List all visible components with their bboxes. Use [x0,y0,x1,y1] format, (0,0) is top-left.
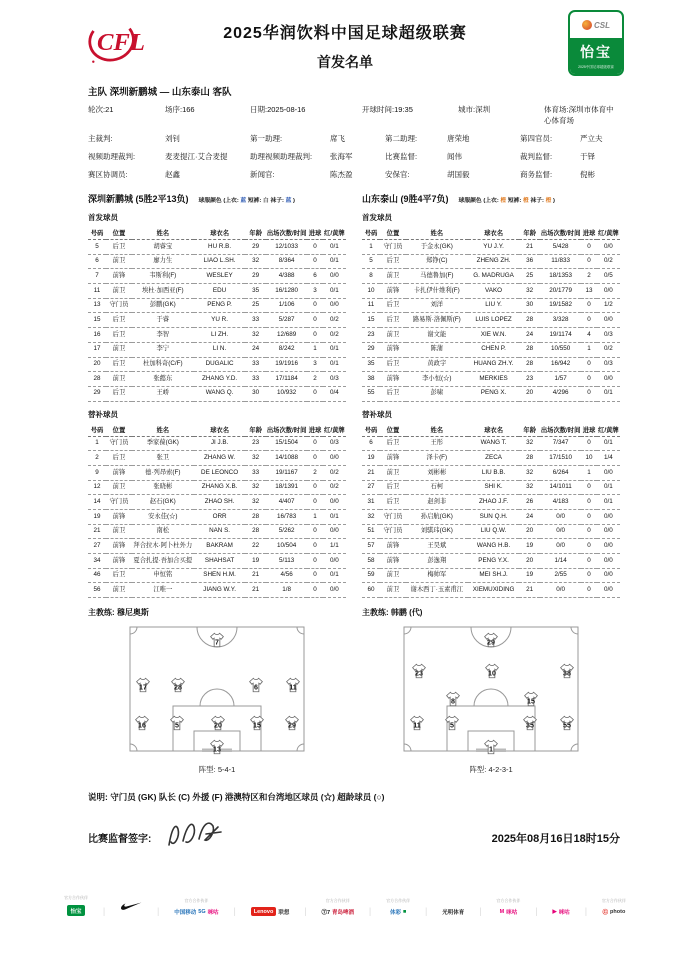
player-row: 11 后卫 刘洋 LIU Y. 30 19/1582 0 1/2 [362,298,620,313]
away-team-name: 山东泰山 (9胜4平7负) [362,194,449,204]
home-subs-table [88,423,346,599]
away-starters-table [362,226,620,402]
player-row: 58 前锋 彭逸翔 PENG Y.X. 20 1/14 0 0/0 [362,554,620,569]
svg-text:11: 11 [288,683,297,692]
sponsor-logo: 联想 [278,909,290,916]
player-row: 21 前卫 刘彬彬 LIU B.B. 32 6/264 1 0/0 [362,465,620,480]
away-subs-label: 替补球员 [362,409,392,419]
info-pair: 体育场:深圳市体育中心体育场 [544,105,614,125]
column-header: 球衣名 [468,423,520,437]
svg-text:6: 6 [253,683,258,692]
column-header: 红/黄牌 [323,226,346,240]
sponsor-logo: Ⓖ [602,910,609,917]
sponsor-group [602,898,626,916]
svg-text:1: 1 [489,745,493,754]
page-title: 2025华润饮料中国足球超级联赛 [223,25,467,42]
player-jersey-icon [284,677,302,694]
player-row: 51 守门员 刘骐玮(GK) LIU Q.W. 20 0/0 0 0/0 [362,524,620,539]
page-subtitle: 首发名单 [317,54,373,70]
sponsor-group [120,888,142,916]
player-jersey-icon [444,691,462,708]
sponsor-logo: Ⓣ7 [321,910,331,917]
column-header: 出场次数/时间 [266,226,307,240]
away-team-column [362,192,620,618]
sponsor-footer [64,888,626,916]
player-jersey-icon [483,663,501,680]
teams-line: 主队 深圳新鹏城 — 山东泰山 客队 [88,87,232,98]
svg-text:CFL: CFL [96,28,145,56]
signed-datetime: 2025年08月16日18时15分 [491,832,620,845]
player-row: 14 守门员 赵石(GK) ZHAO SH. 32 4/407 0 0/0 [88,495,346,510]
column-header: 位置 [106,423,132,437]
column-header: 年龄 [519,226,540,240]
svg-text:20: 20 [213,721,222,730]
info-pair: 新闻官: 陈杰盈 [250,170,353,179]
sponsor-separator: | [425,906,428,917]
sponsor-logo: ■ [403,909,407,916]
player-row: 34 前锋 夏合扎提·吾加合买提 SHAHSAT 19 5/113 0 0/0 [88,554,346,569]
player-jersey-icon [283,715,301,732]
sponsor-logo: 中国移动 [174,910,197,917]
column-header: 姓名 [132,423,194,437]
sponsor-logo: photo [610,909,626,916]
player-row: 11 前卫 埃杜·加西亚(F) EDU 35 16/1280 3 0/1 [88,284,346,299]
match-info [88,84,620,180]
sponsor-logo: 体彩 [389,910,401,917]
svg-text:5: 5 [175,721,180,730]
info-pair: 第一助理: 席飞 [250,134,345,143]
home-coach: 主教练: 穆尼奥斯 [88,608,149,618]
info-pair: 比赛监督: 闻伟 [385,152,462,161]
home-team-name: 深圳新鹏城 (5胜2平13负) [88,194,189,204]
sponsor-logo: 怡宝 [67,905,84,916]
player-row: 1 守门员 于金永(GK) YU J.Y. 21 5/428 0 0/0 [362,240,620,255]
home-formation [88,626,346,775]
player-row: 9 前锋 德·列昂索(F) DE LEONCO 33 19/1167 2 0/2 [88,465,346,480]
player-row: 10 前锋 卡扎伊什维利(F) VAKO 32 20/1779 13 0/0 [362,284,620,299]
player-row: 15 后卫 路易斯·洛佩斯(F) LUIS LOPEZ 28 3/328 0 0/0 [362,313,620,328]
column-header: 出场次数/时间 [540,423,581,437]
sponsor-logo: ▶ [552,909,557,916]
svg-text:15: 15 [526,697,535,706]
sponsor-separator: | [535,906,538,917]
player-row: 2 后卫 张卫 ZHANG W. 32 14/1088 0 0/0 [88,451,346,466]
sponsor-group-label: 官方合作伙伴 [184,898,209,904]
player-row: 6 后卫 王彤 WANG T. 32 7/347 0 0/1 [362,436,620,451]
player-row: 29 前锋 陈蒲 CHEN P. 28 10/550 1 0/2 [362,342,620,357]
sponsor-group [553,898,570,916]
player-row: 60 前卫 谢木西丁·玉素甫江 XIEMUXIDING 21 0/0 0 0/0 [362,583,620,598]
column-header: 球衣名 [194,423,246,437]
info-pair: 主裁判: 刘钊 [88,134,180,143]
svg-text:55: 55 [562,721,571,730]
column-header: 年龄 [519,423,540,437]
cfl-league-logo-icon [86,16,150,68]
sponsor-group [64,895,88,916]
player-row: 21 前卫 南松 NAN S. 28 5/262 0 0/0 [88,524,346,539]
sponsor-logo: Lenovo [251,907,277,916]
home-formation-label: 阵型: 5-4-1 [198,765,236,775]
player-row: 23 前卫 谢文能 XIE W.N. 24 19/1174 4 0/3 [362,328,620,343]
column-header: 出场次数/时间 [540,226,581,240]
sponsor-separator: | [304,906,307,917]
svg-text:10: 10 [487,669,496,678]
sponsor-group [496,898,520,916]
player-jersey-icon [209,715,227,732]
player-row: 20 后卫 杜加科奇(C/F) DUGALIC 33 19/1916 3 0/1 [88,357,346,372]
sponsor-group-label: 官方合作伙伴 [325,898,350,904]
sponsor-group [442,898,464,916]
player-row: 15 后卫 于睿 YU R. 33 5/287 0 0/2 [88,313,346,328]
player-jersey-icon [247,677,265,694]
info-pair: 第二助理: 唐荣地 [385,134,470,143]
info-pair: 第四官员: 严立夫 [520,134,603,143]
sponsor-group-label: 官方合作伙伴 [64,895,88,901]
home-starters-label: 首发球员 [88,213,118,222]
player-jersey-icon [482,739,500,756]
sponsor-logo: 咪咕 [558,910,570,917]
info-pair: 赛区协调员: 赵鑫 [88,170,180,179]
match-meta-row [88,104,620,126]
svg-text:29: 29 [487,638,495,647]
info-pair: 商务监督: 倪彬 [520,170,595,179]
column-header: 进球 [307,226,322,240]
away-pitch-diagram [403,626,579,752]
signature-label: 比赛监督签字: [88,834,152,846]
column-header: 红/黄牌 [323,423,346,437]
sponsor-logo: 咪咕 [207,910,219,917]
column-header: 进球 [581,226,596,240]
sponsor-separator: | [157,906,160,917]
page-header [0,0,690,80]
sponsor-logo: M [499,909,505,916]
info-pair: 开球时间:19:35 [362,105,413,114]
column-header: 年龄 [245,226,266,240]
info-pair: 城市:深圳 [458,105,491,114]
player-row: 6 前卫 廖力生 LIAO L.SH. 32 8/364 0 0/1 [88,254,346,269]
column-header: 姓名 [406,423,468,437]
signature-row [88,817,620,858]
sponsor-group [174,898,218,916]
home-team-column [88,192,346,618]
away-starters-label: 首发球员 [362,213,392,222]
player-row: 59 前卫 梅帅军 MEI SH.J. 19 2/55 0 0/0 [362,568,620,583]
sponsor-logo: 咪咕 [506,910,518,917]
supervisor-signature [161,817,233,858]
player-row: 55 后卫 彭啸 PENG X. 20 4/296 0 0/1 [362,386,620,401]
player-jersey-icon [482,631,500,648]
player-jersey-icon [443,715,461,732]
svg-text:29: 29 [287,721,296,730]
column-header: 球衣名 [194,226,246,240]
player-row: 5 后卫 胡睿宝 HU R.B. 29 12/1033 0 0/1 [88,240,346,255]
player-row: 5 后卫 郑铮(C) ZHENG ZH. 36 11/833 0 0/2 [362,254,620,269]
player-row: 35 后卫 黄政宇 HUANG ZH.Y. 28 16/942 0 0/3 [362,357,620,372]
info-pair: 日期:2025-08-16 [250,105,306,114]
player-row: 7 前锋 韦斯利(F) WESLEY 29 4/388 6 0/0 [88,269,346,284]
sponsor-separator: | [479,906,482,917]
yibao-sub-text: 2025中国足球超级联赛 [578,65,614,69]
player-row: 38 前锋 李小恒(☆) MERKIES 23 1/57 0 0/0 [362,372,620,387]
svg-text:16: 16 [138,721,147,730]
player-row: 17 前卫 李宁 LI N. 24 8/242 1 0/1 [88,342,346,357]
player-jersey-icon [558,715,576,732]
sponsor-group [321,898,354,916]
player-jersey-icon [558,663,576,680]
column-header: 号码 [362,226,380,240]
player-row: 19 前锋 泽卡(F) ZECA 28 17/1510 10 1/4 [362,451,620,466]
player-row: 28 前卫 张懿东 ZHANG Y.D. 33 17/1184 2 0/3 [88,372,346,387]
sponsor-logo: 光明体育 [442,910,465,917]
info-pair: 安保官: 胡国毅 [385,170,470,179]
player-jersey-icon [248,715,266,732]
player-row: 27 后卫 石柯 SHI K. 32 14/1011 0 0/1 [362,480,620,495]
info-pair: 视频助理裁判: 麦麦提江·艾合麦提 [88,152,228,161]
svg-text:38: 38 [562,669,571,678]
svg-text:11: 11 [413,721,421,730]
sponsor-separator: | [233,906,236,917]
home-subs-label: 替补球员 [88,409,118,419]
sponsor-group-label: 官方合作伙伴 [386,898,411,904]
svg-text:17: 17 [139,683,148,692]
sponsor-group-label: 官方合作伙伴 [601,898,626,904]
column-header: 号码 [88,423,106,437]
svg-text:13: 13 [213,745,221,754]
player-jersey-icon [522,691,540,708]
column-header: 球衣名 [468,226,520,240]
player-row: 13 守门员 彭鹏(GK) PENG P. 25 1/106 0 0/0 [88,298,346,313]
away-subs-table [362,423,620,599]
column-header: 位置 [106,226,132,240]
player-row: 57 前锋 王昊斌 WANG H.B. 19 0/0 0 0/0 [362,539,620,554]
column-header: 出场次数/时间 [266,423,307,437]
player-row: 29 后卫 王峤 WANG Q. 30 10/932 0 0/4 [88,386,346,401]
officials-grid [88,133,620,180]
player-row: 46 后卫 申恒铭 SHEN H.M. 21 4/56 0 0/1 [88,568,346,583]
player-row: 32 守门员 孙启航(GK) SUN Q.H. 24 0/0 0 0/0 [362,510,620,525]
home-starters-table [88,226,346,402]
csl-ball-icon [582,20,592,30]
column-header: 位置 [380,423,406,437]
player-jersey-icon [208,631,226,648]
sponsor-separator: | [102,906,106,917]
column-header: 红/黄牌 [597,226,620,240]
legend-note: 说明: 守门员 (GK) 队长 (C) 外援 (F) 港澳特区和台湾地区球员 (☆) 超龄球员 (○) [88,792,385,803]
sponsor-group-label: 官方合作伙伴 [496,898,521,904]
player-row: 19 前锋 安永佳(☆) ORR 28 16/783 1 0/1 [88,510,346,525]
player-row: 8 前卫 马德鲁加(F) G. MADRUGA 25 18/1353 2 0/5 [362,269,620,284]
column-header: 红/黄牌 [597,423,620,437]
player-jersey-icon [133,715,151,732]
sponsor-separator: | [584,906,588,917]
player-jersey-icon [521,715,539,732]
away-formation [362,626,620,775]
svg-text:15: 15 [252,721,261,730]
player-row: 12 前卫 张晓彬 ZHANG X.B. 32 18/1391 0 0/2 [88,480,346,495]
sponsor-separator: | [368,906,372,917]
csl-yibao-logo-icon [568,10,624,76]
sponsor-logo: 5G [198,909,206,916]
svg-text:28: 28 [174,683,183,692]
yibao-brand: 怡宝 [580,44,612,60]
sponsor-group [386,898,410,916]
info-pair: 场序:166 [165,105,195,114]
column-header: 号码 [362,423,380,437]
player-jersey-icon [134,677,152,694]
player-row: 56 前卫 江唯一 JIANG W.Y. 21 1/8 0 0/0 [88,583,346,598]
player-row: 31 后卫 赵剑非 ZHAO J.F. 26 4/183 0 0/1 [362,495,620,510]
player-row: 27 前锋 拜合拉木·阿卜杜外力 BAKRAM 22 10/504 0 1/1 [88,539,346,554]
csl-wordmark: CSL [594,20,610,30]
svg-text:5: 5 [450,721,455,730]
column-header: 姓名 [406,226,468,240]
home-pitch-diagram [129,626,305,752]
info-pair: 轮次:21 [88,105,114,114]
player-jersey-icon [410,663,428,680]
player-jersey-icon [168,715,186,732]
svg-text:35: 35 [525,721,534,730]
sponsor-group [251,897,290,916]
column-header: 姓名 [132,226,194,240]
sponsor-logo: 青岛啤酒 [332,910,355,917]
info-pair: 助理视频助理裁判: 张海军 [250,152,353,161]
home-kit-colors: 球服颜色 (上衣: 蓝 短裤: 白 袜子: 蓝 ) [198,198,295,204]
svg-text:8: 8 [451,697,456,706]
player-jersey-icon [169,677,187,694]
away-coach: 主教练: 韩鹏 (代) [362,608,423,618]
player-jersey-icon [208,739,226,756]
column-header: 年龄 [245,423,266,437]
column-header: 进球 [581,423,596,437]
column-header: 号码 [88,226,106,240]
away-formation-label: 阵型: 4-2-3-1 [469,765,513,775]
player-row: 1 守门员 季家葆(GK) JI J.B. 23 15/1504 0 0/3 [88,436,346,451]
column-header: 进球 [307,423,322,437]
player-jersey-icon [408,715,426,732]
player-row: 16 后卫 李智 LI ZH. 32 12/689 0 0/2 [88,328,346,343]
away-kit-colors: 球服颜色 (上衣: 橙 短裤: 橙 袜子: 橙 ) [458,198,555,204]
info-pair: 裁判监督: 于铎 [520,152,595,161]
svg-text:23: 23 [414,669,423,678]
column-header: 位置 [380,226,406,240]
svg-text:7: 7 [215,638,219,647]
nike-swoosh-icon [120,898,142,916]
